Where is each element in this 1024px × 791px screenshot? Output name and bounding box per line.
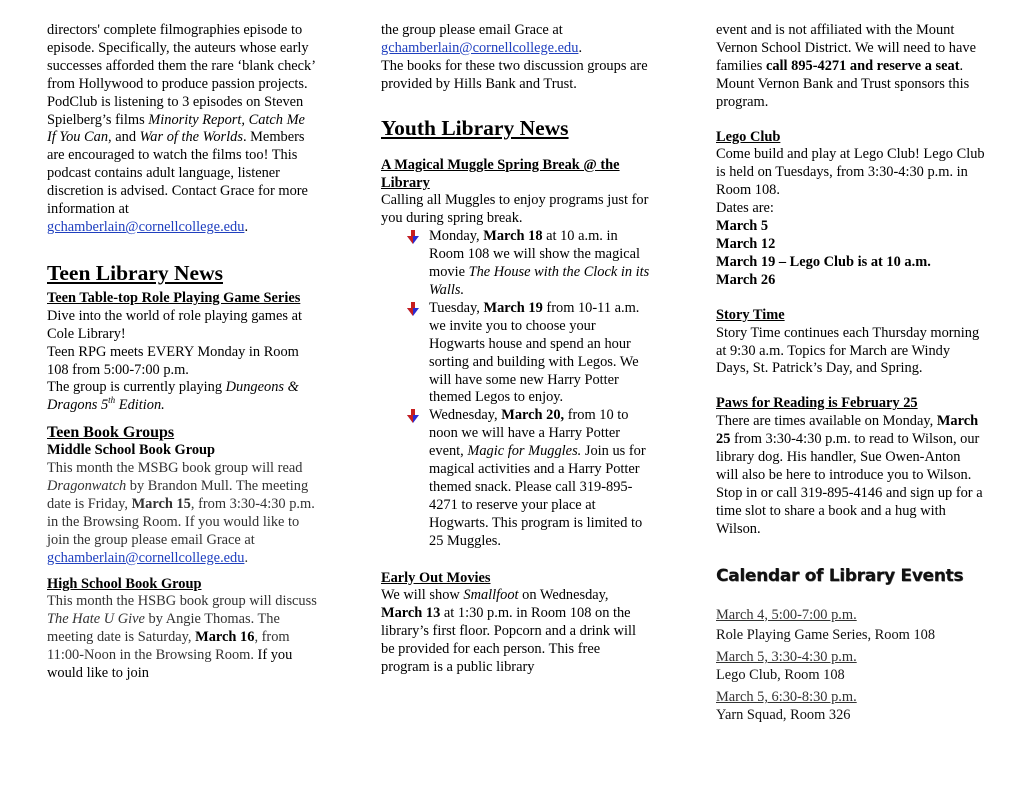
- muggle-intro: Calling all Muggles to enjoy programs just for you during spring break.: [381, 192, 649, 227]
- rpg-line-1: Dive into the world of role playing games at Cole Library!: [47, 307, 302, 342]
- list-item: Tuesday, March 19 from 10-11 a.m. we invite you to choose your Hogwarts house and spend an hour sorting and building with Legos. We will have some new Harry Potter themed Legos to enjoy.: [429, 300, 651, 407]
- movies-continued: event and is not affiliated with the Mount Vernon School District. We will need to have families call 895-4271 and reserve a seat. Mount Vernon Bank and Trust sponsors this program.: [716, 22, 976, 110]
- column-2: [381, 22, 651, 677]
- story-time-text: Story Time continues each Thursday morning at 9:30 a.m. Topics for March are Windy Days, St. Patrick’s Day, and Spring.: [716, 324, 980, 377]
- list-item: Wednesday, March 20, from 10 to noon we will have a Harry Potter event, Magic for Muggles. Join us for magical activities and a Harry Potter themed snack. Please call 319-895-4271 to reserve your place at Hogwarts. This program is limited to 25 Muggles.: [429, 407, 651, 550]
- calendar-event-title: Yarn Squad, Room 326: [716, 707, 851, 724]
- rpg-line-2: Teen RPG meets EVERY Monday in Room 108 from 5:00-7:00 p.m.: [47, 343, 299, 378]
- email-link[interactable]: gchamberlain@cornellcollege.edu: [47, 549, 245, 566]
- email-link[interactable]: gchamberlain@cornellcollege.edu: [47, 218, 245, 235]
- calendar-event-date: March 5, 3:30-4:30 p.m.: [716, 649, 857, 666]
- rpg-heading: Teen Table-top Role Playing Game Series: [47, 289, 301, 306]
- story-time-heading: Story Time: [716, 306, 785, 323]
- column-1: [47, 22, 317, 683]
- list-item: Monday, March 18 at 10 a.m. in Room 108 we will show the magical movie The House with the Clock in its Walls.: [429, 228, 651, 300]
- msbg-paragraph: This month the MSBG book group will read Dragonwatch by Brandon Mull. The meeting date is Friday, March 15, from 3:30-4:30 p.m. in the Browsing Room. If you would like to join the group please email Grace at gchamberlain@cornellcollege.edu.: [47, 460, 315, 566]
- paws-for-reading-text: There are times available on Monday, March 25 from 3:30-4:30 p.m. to read to Wilson, our library dog. His handler, Sue Owen-Anton will also be here to introduce you to Wilson. Stop in or call 319-895-4146 and sign up for a time slot to share a book and a hug with Wilson.: [716, 413, 983, 537]
- calendar-event-date: March 5, 6:30-8:30 p.m.: [716, 689, 857, 706]
- calendar-event-date: March 4, 5:00-7:00 p.m.: [716, 606, 857, 623]
- teen-book-groups-heading: Teen Book Groups: [47, 424, 175, 442]
- early-out-movies-paragraph: We will show Smallfoot on Wednesday, March 13 at 1:30 p.m. in Room 108 on the library’s first floor. Popcorn and a drink will be provided for each person. This free program is a public library: [381, 587, 636, 676]
- podclub-paragraph: directors' complete filmographies episode to episode. Specifically, the auteurs whose early successes afforded them the rare ‘blank check’ from Hollywood to produce passion projects. PodClub is listening to 3 episodes on Steven Spielberg’s films Minority Report, Catch Me If You Can, and War of the Worlds. Members are encouraged to watch the films too! This podcast contains adult language, listener discretion is advised. Contact Grace for more information at gchamberlain@cornellcollege.edu.: [47, 22, 315, 235]
- msbg-heading: Middle School Book Group: [47, 442, 216, 459]
- rpg-line-3: The group is currently playing Dungeons & Dragons 5th Edition.: [47, 379, 299, 414]
- calendar-heading: Calendar of Library Events: [716, 565, 964, 586]
- lego-date: March 26: [716, 271, 776, 288]
- paws-for-reading-heading: Paws for Reading is February 25: [716, 395, 918, 412]
- muggle-heading: A Magical Muggle Spring Break @ the Library: [381, 156, 620, 191]
- lego-club-text: Come build and play at Lego Club! Lego Club is held on Tuesdays, from 3:30-4:30 p.m. in Room 108.: [716, 146, 985, 199]
- calendar-list: [716, 607, 986, 725]
- calendar-event: [716, 649, 986, 685]
- teen-library-news-heading: Teen Library News: [47, 260, 223, 285]
- early-out-movies-heading: Early Out Movies: [381, 569, 491, 586]
- arrow-down-bullet-icon: [407, 409, 419, 423]
- calendar-event: [716, 689, 986, 725]
- arrow-down-bullet-icon: [407, 230, 419, 244]
- lego-club-heading: Lego Club: [716, 128, 781, 145]
- lego-date: March 12: [716, 235, 776, 252]
- hsbg-heading: High School Book Group: [47, 575, 202, 592]
- lego-dates-label: Dates are:: [716, 200, 774, 217]
- calendar-event-title: Role Playing Game Series, Room 108: [716, 627, 936, 644]
- lego-date: March 5: [716, 218, 769, 235]
- youth-library-news-heading: Youth Library News: [381, 115, 569, 140]
- calendar-event: [716, 607, 986, 646]
- arrow-down-bullet-icon: [407, 302, 419, 316]
- column-3: [716, 22, 986, 725]
- calendar-event-title: Lego Club, Room 108: [716, 667, 845, 684]
- hsbg-paragraph: This month the HSBG book group will discuss The Hate U Give by Angie Thomas. The meeting date is Saturday, March 16, from 11:00-Noon in the Browsing Room. If you would like to join: [47, 593, 317, 682]
- book-groups-continued: the group please email Grace at gchamberlain@cornellcollege.edu. The books for these two discussion groups are provided by Hills Bank and Trust.: [381, 22, 648, 92]
- email-link[interactable]: gchamberlain@cornellcollege.edu: [381, 39, 579, 56]
- muggle-events-list: [381, 228, 651, 550]
- lego-date: March 19 – Lego Club is at 10 a.m.: [716, 253, 931, 270]
